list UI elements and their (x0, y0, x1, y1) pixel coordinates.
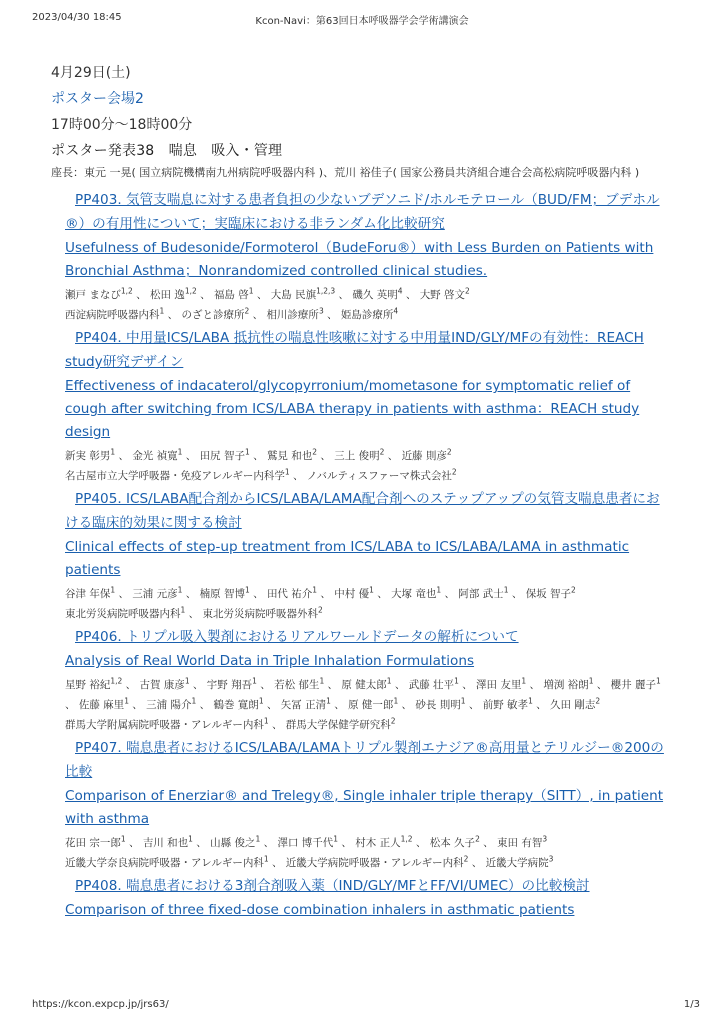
page-title: Kcon-Navi：第63回日本呼吸器学会学術講演会 (255, 16, 469, 27)
venue-link[interactable]: ポスター会場2 (51, 91, 144, 107)
author (132, 585, 183, 600)
author (610, 676, 661, 691)
poster-entry (65, 625, 664, 735)
author-name: 東田 有智 (497, 837, 543, 849)
author-name: 三浦 元彦 (132, 588, 178, 600)
author (525, 585, 576, 600)
author-sup: 1 (191, 696, 197, 706)
poster-title-en-link[interactable]: Effectiveness of indacaterol/glycopyrronium/mometasone for symptomatic relief of cough after switching from ICS/LABA therapy in patients with asthma：REACH study design (65, 378, 640, 440)
author-name: 三浦 陽介 (146, 699, 192, 711)
author-name: 松本 久子 (429, 837, 476, 849)
affiliation-sup: 1 (284, 467, 290, 477)
affiliation (65, 854, 269, 869)
affiliation (340, 306, 399, 321)
affiliation-name: 東北労災病院呼吸器内科 (65, 608, 181, 620)
author-sup: 2 (595, 696, 601, 706)
author (408, 676, 459, 691)
author-list: 星野 裕紀$^{1,2}$ 、 古賀 康彦$^1$ 、 宇野 翔吾$^1$ 、 若松 郁生$^1$ 、 原 健太郎$^1$ 、 武藤 壮平$^1$ 、 澤田 友里$^1$ 、 増渕 裕朗$^1$ 、 櫻井 麗子$^1$ 、 佐藤 麻里$^1$ 、 三浦 陽介$^1$ 、 鶴巻 寛朗$^1$ 、 矢冨 正清$^1$ 、 原 健一郎$^1$ 、 砂長 則明$^1$ 、 前野 敏孝$^1$ 、 久田 剛志$^2$ (65, 676, 661, 711)
author-sup: 1 (184, 676, 190, 686)
poster-list (51, 188, 664, 922)
author (277, 834, 339, 849)
author (391, 585, 442, 600)
author-name: 古賀 康彦 (139, 679, 185, 691)
author-sup: 1,2 (400, 834, 413, 844)
author-name: 阿部 武士 (458, 588, 504, 600)
affiliation-name: 東北労災病院呼吸器外科 (202, 608, 318, 620)
author-sup: 2 (475, 834, 480, 844)
author-sup: 1 (244, 585, 250, 595)
author-sup: 1 (454, 676, 459, 686)
author-name: 大塚 竜也 (391, 588, 437, 600)
author (476, 676, 527, 691)
author (146, 696, 197, 711)
author-name: 原 健太郎 (341, 679, 387, 691)
poster-title-en-link[interactable]: Analysis of Real World Data in Triple Inhalation Formulations (65, 653, 475, 669)
author-sup: 1 (386, 676, 392, 686)
affiliation (485, 854, 554, 869)
author (550, 696, 601, 711)
author-sup: 1 (177, 447, 183, 457)
author (65, 286, 133, 301)
affiliation-name: 近畿大学病院 (485, 857, 549, 869)
session-title: ポスター発表38 喘息 吸入・管理 (51, 143, 283, 159)
author-list: 花田 宗一郎$^1$ 、 吉川 和也$^1$ 、 山縣 俊之$^1$ 、 澤口 博千代$^1$ 、 村木 正人$^{1,2}$ 、 松本 久子$^2$ 、 東田 有智$^3$ (65, 834, 548, 849)
affiliation-name: のざと診療所 (181, 309, 245, 321)
author (142, 834, 193, 849)
author-name: 三上 俊明 (334, 450, 380, 462)
poster-entry (65, 188, 664, 325)
author-sup: 1 (369, 585, 374, 595)
author-name: 山縣 俊之 (210, 837, 256, 849)
poster-title-en-link[interactable]: Comparison of Enerziar® and Trelegy®, Single inhaler triple therapy（SITT）, in patient with asthma (65, 788, 664, 827)
author-name: 大島 民旗 (270, 289, 317, 301)
author-sup: 2 (571, 585, 576, 595)
author-name: 久田 剛志 (550, 699, 596, 711)
author-sup: 1,2,3 (316, 286, 336, 296)
author-name: 田代 祐介 (266, 588, 313, 600)
poster-title-jp-link[interactable]: PP406. トリプル吸入製剤におけるリアルワールドデータの解析について (75, 629, 519, 645)
author (210, 834, 261, 849)
author-sup: 1 (312, 585, 318, 595)
session-chairs: 座長：東元 一晃( 国立病院機構南九州病院呼吸器内科 )、荒川 裕佳子( 国家公務員共済組合連合会高松病院呼吸器内科 ) (51, 166, 640, 179)
author (280, 696, 331, 711)
affiliation-sup: 1 (263, 716, 269, 726)
author (65, 834, 126, 849)
author-sup: 1 (252, 676, 257, 686)
poster-entry (65, 487, 664, 624)
author (497, 834, 548, 849)
author (543, 676, 594, 691)
author (348, 696, 399, 711)
session-time: 17時00分～18時00分 (51, 117, 193, 133)
footer-url: https://kcon.expcp.jp/jrs63/ (32, 999, 169, 1010)
author (149, 286, 197, 301)
author (341, 676, 392, 691)
poster-title-jp-link[interactable]: PP405. ICS/LABA配合剤からICS/LABA/LAMA配合剤へのステップアップの気管支喘息患者における臨床的効果に関する検討 (65, 491, 660, 531)
poster-title-en-link[interactable]: Comparison of three fixed-dose combination inhalers in asthmatic patients (65, 902, 575, 918)
affiliation-sup: 3 (548, 854, 554, 864)
author-name: 澤田 友里 (476, 679, 522, 691)
affiliation (285, 716, 396, 731)
affiliation-list: 名古屋市立大学呼吸器・免疫アレルギー内科学$^1$ 、 ノバルティスファーマ株式会社$^2$ (65, 467, 457, 482)
page-number: 1/3 (683, 999, 700, 1010)
author (334, 585, 374, 600)
affiliation-sup: 1 (180, 605, 186, 615)
author-name: 増渕 裕朗 (543, 679, 589, 691)
affiliation-list: 群馬大学附属病院呼吸器・アレルギー内科$^1$ 、 群馬大学保健学研究科$^2$ (65, 716, 396, 731)
affiliation-name: 名古屋市立大学呼吸器・免疫アレルギー内科学 (65, 470, 285, 482)
author-name: 吉川 和也 (142, 837, 189, 849)
author (206, 676, 257, 691)
affiliation-sup: 2 (317, 605, 323, 615)
affiliation-name: 西淀病院呼吸器内科 (65, 309, 160, 321)
author (429, 834, 480, 849)
author-sup: 1 (258, 696, 264, 706)
author-name: 磯久 英明 (352, 289, 398, 301)
author-name: 澤口 博千代 (277, 837, 334, 849)
author-name: 星野 裕紀 (65, 679, 111, 691)
poster-title-jp-link[interactable]: PP403. 気管支喘息に対する患者負担の少ないブデソニド/ホルモテロール（BUD/FM；ブデホル®）の有用性について；実臨床における非ランダム化比較研究 (65, 192, 660, 232)
author-sup: 3 (542, 834, 548, 844)
affiliation-sup: 2 (463, 854, 469, 864)
author-name: 村木 正人 (355, 837, 401, 849)
author-list: 谷津 年保$^1$ 、 三浦 元彦$^1$ 、 楠原 智博$^1$ 、 田代 祐介$^1$ 、 中村 優$^1$ 、 大塚 竜也$^1$ 、 阿部 武士$^1$ 、 保坂 智子$^2$ (65, 585, 576, 600)
author-name: 鶴巻 寛朗 (213, 699, 259, 711)
author-sup: 2 (465, 286, 470, 296)
author (139, 676, 190, 691)
author-sup: 1 (120, 834, 126, 844)
poster-title-jp-link[interactable]: PP404. 中用量ICS/LABA 抵抗性の喘息性咳嗽に対する中用量IND/GLY/MFの有効性：REACH study研究デザイン (65, 330, 644, 370)
poster-entry (65, 874, 664, 922)
affiliation (202, 605, 323, 620)
author-sup: 2 (379, 447, 385, 457)
author (334, 447, 385, 462)
author (458, 585, 509, 600)
author-sup: 1 (528, 696, 533, 706)
author-sup: 2 (312, 447, 318, 457)
author (401, 447, 452, 462)
affiliation-name: 近畿大学病院呼吸器・アレルギー内科 (285, 857, 464, 869)
affiliation-sup: 2 (244, 306, 250, 316)
author (266, 447, 318, 462)
author-name: 大野 啓文 (419, 289, 466, 301)
page-footer (32, 996, 700, 1010)
author-sup: 1,2 (120, 286, 133, 296)
author (199, 447, 250, 462)
author-name: 佐藤 麻里 (78, 699, 125, 711)
affiliation-name: 相川診療所 (266, 309, 319, 321)
author-name: 瀬戸 まなび (65, 289, 121, 301)
author-list: 瀬戸 まなび$^{1,2}$ 、 松田 逸$^{1,2}$ 、 福島 啓$^1$ 、 大島 民旗$^{1,2,3}$ 、 磯久 英明$^4$ 、 大野 啓文$^2$ (65, 286, 470, 301)
poster-entry (65, 736, 664, 873)
affiliation-name: 姫島診療所 (340, 309, 394, 321)
author-name: 新実 彰男 (65, 450, 111, 462)
affiliation-sup: 1 (263, 854, 269, 864)
poster-title-en-link[interactable]: Clinical effects of step-up treatment from ICS/LABA to ICS/LABA/LAMA in asthmatic patients (65, 539, 630, 578)
poster-title-en-link[interactable]: Usefulness of Budesonide/Formoterol（BudeForu®）with Less Burden on Patients with Bronchial Asthma；Nonrandomized controlled clinical studies. (65, 240, 654, 279)
author-sup: 1 (656, 676, 661, 686)
affiliation-list: 東北労災病院呼吸器内科$^1$ 、 東北労災病院呼吸器外科$^2$ (65, 605, 323, 620)
author-name: 鷲見 和也 (266, 450, 313, 462)
author (415, 696, 466, 711)
affiliation-name: 近畿大学奈良病院呼吸器・アレルギー内科 (65, 857, 264, 869)
author-name: 花田 宗一郎 (65, 837, 121, 849)
author-name: 楠原 智博 (199, 588, 245, 600)
affiliation (266, 306, 324, 321)
author-sup: 1 (436, 585, 442, 595)
author-sup: 4 (397, 286, 403, 296)
session-content (51, 62, 664, 922)
affiliation-sup: 3 (318, 306, 324, 316)
author-sup: 1 (124, 696, 129, 706)
author (419, 286, 470, 301)
author-name: 若松 郁生 (274, 679, 320, 691)
poster-title-jp-link[interactable]: PP408. 喘息患者における3剤合剤吸入薬（IND/GLY/MFとFF/VI/UMEC）の比較検討 (75, 878, 590, 894)
author-sup: 1 (319, 676, 325, 686)
author (213, 286, 254, 301)
affiliation (65, 306, 165, 321)
author-sup: 1 (177, 585, 183, 595)
author-sup: 1 (110, 585, 116, 595)
author (266, 585, 318, 600)
author (482, 696, 533, 711)
author-sup: 1 (248, 286, 254, 296)
author (65, 676, 123, 691)
author-sup: 1 (333, 834, 339, 844)
author-sup: 1 (255, 834, 261, 844)
poster-title-jp-link[interactable]: PP407. 喘息患者におけるICS/LABA/LAMAトリプル製剤エナジア®高用量とテリルジー®200の比較 (65, 740, 664, 780)
affiliation (285, 854, 469, 869)
author-name: 近藤 則彦 (401, 450, 447, 462)
author (199, 585, 250, 600)
author-name: 福島 啓 (213, 289, 249, 301)
author-name: 櫻井 麗子 (610, 679, 656, 691)
author-name: 前野 敏孝 (482, 699, 529, 711)
author-sup: 2 (446, 447, 452, 457)
affiliation (181, 306, 250, 321)
author-sup: 1 (393, 696, 399, 706)
author-name: 宇野 翔吾 (206, 679, 253, 691)
author-sup: 1 (460, 696, 466, 706)
author-name: 中村 優 (334, 588, 370, 600)
affiliation-sup: 2 (451, 467, 457, 477)
affiliation (65, 605, 186, 620)
author (65, 585, 116, 600)
author-sup: 1 (188, 834, 193, 844)
affiliation-sup: 2 (390, 716, 396, 726)
affiliation-list: 西淀病院呼吸器内科$^1$ 、 のざと診療所$^2$ 、 相川診療所$^3$ 、 姫島診療所$^4$ (65, 306, 399, 321)
author-name: 谷津 年保 (65, 588, 111, 600)
author (355, 834, 413, 849)
page-header (32, 12, 692, 26)
affiliation-name: 群馬大学附属病院呼吸器・アレルギー内科 (65, 719, 264, 731)
author (132, 447, 183, 462)
author-name: 武藤 壮平 (408, 679, 455, 691)
author-sup: 1 (244, 447, 250, 457)
affiliation (306, 467, 457, 482)
affiliation-name: ノバルティスファーマ株式会社 (306, 470, 452, 482)
affiliation-sup: 4 (393, 306, 399, 316)
author-sup: 1,2 (110, 676, 123, 686)
session-day: 4月29日(土) (51, 65, 131, 81)
affiliation-sup: 1 (159, 306, 165, 316)
author-name: 田尻 智子 (199, 450, 245, 462)
author-sup: 1 (521, 676, 527, 686)
author (352, 286, 403, 301)
affiliation-list: 近畿大学奈良病院呼吸器・アレルギー内科$^1$ 、 近畿大学病院呼吸器・アレルギー内科$^2$ 、 近畿大学病院$^3$ (65, 854, 554, 869)
author (270, 286, 336, 301)
author-name: 松田 逸 (149, 289, 185, 301)
author-name: 砂長 則明 (415, 699, 461, 711)
author (78, 696, 129, 711)
author-name: 原 健一郎 (348, 699, 394, 711)
affiliation-name: 群馬大学保健学研究科 (285, 719, 391, 731)
author (65, 447, 116, 462)
author-sup: 1,2 (184, 286, 197, 296)
poster-entry (65, 326, 664, 486)
author-name: 保坂 智子 (525, 588, 572, 600)
author-name: 矢冨 正清 (280, 699, 327, 711)
author-sup: 1 (326, 696, 331, 706)
author (213, 696, 264, 711)
author (274, 676, 325, 691)
author-sup: 1 (588, 676, 594, 686)
author-list: 新実 彰男$^1$ 、 金光 禎寛$^1$ 、 田尻 智子$^1$ 、 鷲見 和也$^2$ 、 三上 俊明$^2$ 、 近藤 則彦$^2$ (65, 447, 452, 462)
author-sup: 1 (110, 447, 116, 457)
author-name: 金光 禎寛 (132, 450, 178, 462)
print-date: 2023/04/30 18:45 (32, 12, 122, 23)
author-sup: 1 (503, 585, 509, 595)
